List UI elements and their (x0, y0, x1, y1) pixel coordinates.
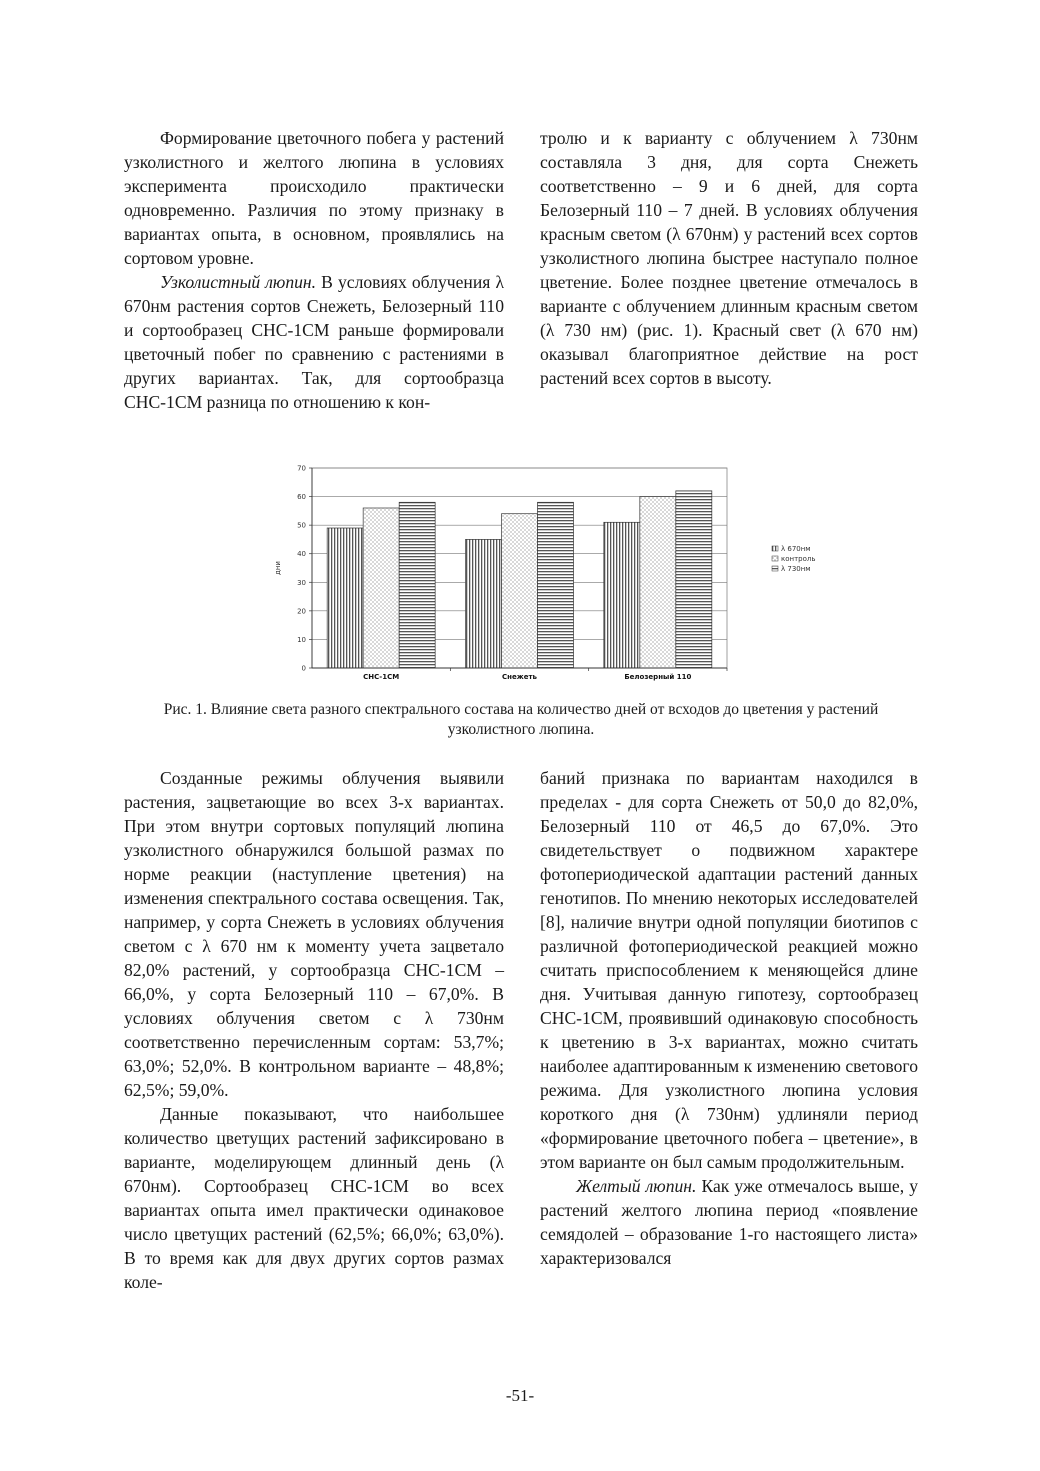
paragraph: тролю и к варианту с облучением λ 730нм составляла 3 дня, для сорта Снежеть соответственно – 9 и 6 дней, для сорта Белозерный 110 – 7 дней. В условиях облучения красным светом (λ 670нм) у растений всех сортов узколистного люпина быстрее наступало полное цветение. Более позднее цветение отмечалось в варианте с облучением длинным красным светом (λ 730 нм) (рис. 1). Красный свет (λ 670 нм) оказывал благоприятное действие на рост растений всех сортов в высоту. (540, 128, 918, 388)
column-top-left (124, 126, 504, 414)
category-label: СНС-1СМ (363, 673, 400, 681)
legend-swatch (772, 546, 778, 551)
y-axis-label: дни (274, 561, 282, 575)
page-number: -51- (505, 1386, 535, 1405)
legend-swatch (772, 566, 778, 571)
legend-label: λ 730нм (781, 565, 811, 573)
bar-chart (262, 463, 842, 683)
y-tick-label: 40 (297, 550, 306, 559)
legend-label: λ 670нм (781, 545, 811, 553)
bar (502, 514, 538, 668)
bar (399, 502, 435, 668)
paragraph (540, 1174, 918, 1270)
paragraph: Созданные режимы облучения выявили растения, зацветающие во всех 3-х вариантах. При этом внутри сортовых популяций люпина узколистного обнаружился большой размах по норме реакции (наступление цветения) на изменения спектрального состава освещения. Так, например, у сорта Снежеть в условиях облучения светом с λ 670 нм к моменту учета зацветало 82,0% растений, у сортообразца СНС-1СМ – 66,0%, у сорта Белозерный 110 – 67,0%. В условиях облучения светом с λ 730нм соответственно перечисленным сортам: 53,7%; 63,0%; 52,0%. В контрольном варианте – 48,8%; 62,5%; 59,0%. (124, 768, 504, 1100)
bar (604, 522, 640, 668)
paragraph: Формирование цветочного побега у растений узколистного и желтого люпина в условиях эксперимента происходило практически одновременно. Различия по этому признаку в вариантах опыта, в основном, проявлялись на сортовом уровне. (124, 128, 504, 268)
bar (538, 502, 574, 668)
bar (327, 528, 363, 668)
paragraph: Данные показывают, что наибольшее количество цветущих растений зафиксировано в варианте, моделирующем длинный день (λ 670нм). Сортообразец СНС-1СМ во всех вариантах опыта имел практически одинаковое число цветущих растений (62,5%; 66,0%; 63,0%). В то время как для двух других сортов размах коле- (124, 1104, 504, 1292)
column-bottom-left (124, 766, 504, 1294)
y-tick-label: 20 (297, 607, 306, 616)
column-bottom-right (540, 766, 918, 1270)
y-tick-label: 70 (297, 464, 306, 473)
y-tick-label: 60 (297, 493, 306, 502)
y-tick-label: 10 (297, 635, 306, 644)
bar (466, 539, 502, 668)
category-label: Снежеть (502, 673, 537, 681)
bar (676, 491, 712, 668)
y-tick-label: 0 (301, 664, 306, 673)
italic-heading: Узколистный люпин. (160, 272, 317, 292)
italic-heading: Желтый люпин. (576, 1176, 697, 1196)
column-top-right (540, 126, 918, 390)
y-tick-label: 50 (297, 521, 306, 530)
paragraph-text: Как уже отмечалось выше, у растений желтого люпина период «появление семядолей – образование 1-го настоящего листа» характеризовался (540, 1176, 918, 1268)
category-label: Белозерный 110 (624, 673, 692, 681)
figure-chart (262, 463, 842, 683)
bar (363, 508, 399, 668)
bar (640, 497, 676, 668)
y-tick-label: 30 (297, 578, 306, 587)
figure-caption: Рис. 1. Влияние света разного спектрального состава на количество дней от всходов до цветения у растений узколистного люпина. (163, 701, 879, 738)
legend-label: контроль (781, 555, 816, 563)
paragraph: баний признака по вариантам находился в пределах - для сорта Снежеть от 50,0 до 82,0%, Белозерный 110 от 46,5 до 67,0%. Это свидетельствует о подвижном характере фотопериодической адаптации растений данных генотипов. По мнению некоторых исследователей [8], наличие внутри одной популяции биотипов с различной фотопериодической реакцией можно считать приспособлением к меняющейся длине дня. Учитывая данную гипотезу, сортообразец СНС-1СМ, проявивший одинаковую способность к цветению в 3-х вариантах, можно считать наиболее адаптированным к изменению светового режима. Для узколистного люпина условия короткого дня (λ 730нм) удлиняли период «формирование цветочного побега – цветение», в этом варианте он был самым продолжительным. (540, 768, 918, 1172)
legend-swatch (772, 556, 778, 561)
paragraph-text: В условиях облучения λ 670нм растения сортов Снежеть, Белозерный 110 и сортообразец СНС-1СМ раньше формировали цветочный побег по сравнению с растениями в других вариантах. Так, для сортообразца СНС-1СМ разница по отношению к кон- (124, 272, 504, 412)
paragraph (124, 270, 504, 414)
